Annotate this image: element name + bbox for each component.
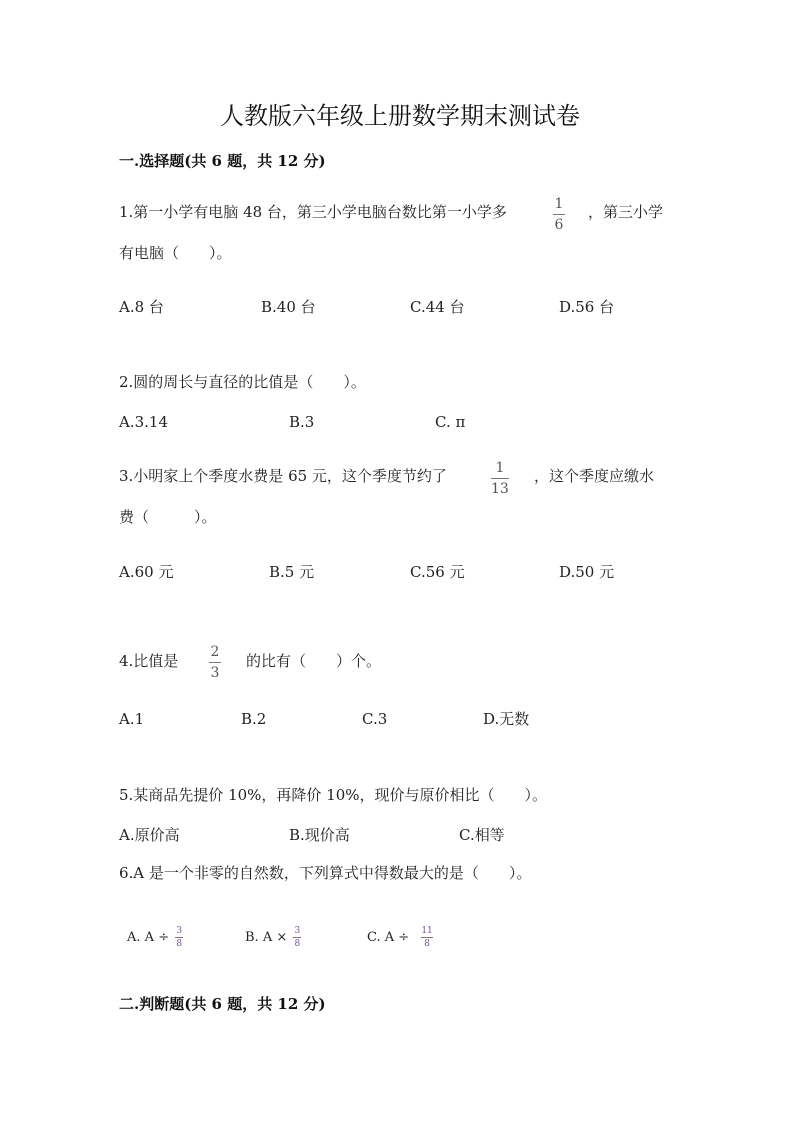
question-6-option-a xyxy=(127,926,183,949)
question-2-option-c: C. π xyxy=(435,413,466,431)
question-4-fraction xyxy=(209,644,221,681)
fraction-numerator: 11 xyxy=(421,926,433,936)
question-2-option-b: B.3 xyxy=(289,413,315,431)
section-heading-choice: 一.选择题(共 6 题，共 12 分) xyxy=(119,152,326,170)
fraction-numerator: 3 xyxy=(176,926,183,936)
question-3-line1: 3.小明家上个季度水费是 65 元，这个季度节约了 xyxy=(119,467,447,485)
question-4-option-c: C.3 xyxy=(362,710,388,728)
question-6-option-b xyxy=(245,926,301,949)
question-3-option-d: D.50 元 xyxy=(559,563,615,581)
question-5-option-c: C.相等 xyxy=(459,826,505,844)
fraction-denominator: 13 xyxy=(491,481,509,497)
question-1-line2: 有电脑（ ）。 xyxy=(119,244,232,262)
question-4-option-a: A.1 xyxy=(119,710,145,728)
fraction-bar xyxy=(491,478,509,479)
option-fraction xyxy=(421,926,432,949)
question-1-line1: 1.第一小学有电脑 48 台，第三小学电脑台数比第一小学多 xyxy=(119,203,507,221)
option-fraction xyxy=(175,926,183,949)
question-1-line1-tail: ，第三小学 xyxy=(588,203,664,221)
question-4-prefix: 4.比值是 xyxy=(119,652,179,670)
fraction-bar xyxy=(553,214,565,215)
fraction-denominator: 6 xyxy=(554,217,564,233)
option-label: C. A xyxy=(367,930,395,945)
question-5-text: 5.某商品先提价 10%，再降价 10%，现价与原价相比（ ）。 xyxy=(119,786,548,804)
fraction-denominator: 8 xyxy=(424,939,430,949)
question-2-option-a: A.3.14 xyxy=(119,413,168,431)
option-label: A. A xyxy=(127,930,155,945)
option-fraction xyxy=(293,926,301,949)
section-heading-judgement: 二.判断题(共 6 题，共 12 分) xyxy=(119,995,326,1013)
fraction-numerator: 3 xyxy=(294,926,301,936)
question-4-option-b: B.2 xyxy=(241,710,267,728)
question-2-text: 2.圆的周长与直径的比值是（ ）。 xyxy=(119,373,366,391)
question-1-option-d: D.56 台 xyxy=(559,298,615,316)
question-1-option-c: C.44 台 xyxy=(410,298,465,316)
page-title: 人教版六年级上册数学期末测试卷 xyxy=(220,102,580,130)
divide-sign: ÷ xyxy=(398,930,410,945)
fraction-denominator: 8 xyxy=(294,939,301,949)
question-4-option-d: D.无数 xyxy=(483,710,530,728)
question-4-suffix: 的比有（ ）个。 xyxy=(246,652,382,670)
question-1-option-b: B.40 台 xyxy=(261,298,316,316)
fraction-bar xyxy=(175,937,183,938)
divide-sign: ÷ xyxy=(158,930,170,945)
question-3-line2: 费（ ）。 xyxy=(119,508,217,526)
fraction-numerator: 1 xyxy=(554,196,564,212)
fraction-bar xyxy=(421,937,432,938)
question-5-option-a: A.原价高 xyxy=(119,826,180,844)
fraction-denominator: 8 xyxy=(176,939,183,949)
question-5-option-b: B.现价高 xyxy=(289,826,350,844)
fraction-denominator: 3 xyxy=(210,665,220,681)
question-3-option-c: C.56 元 xyxy=(410,563,465,581)
question-1-fraction xyxy=(553,196,565,233)
fraction-bar xyxy=(293,937,301,938)
question-3-option-a: A.60 元 xyxy=(119,563,174,581)
question-6-text: 6.A 是一个非零的自然数，下列算式中得数最大的是（ ）。 xyxy=(119,864,532,882)
question-3-fraction xyxy=(491,460,509,497)
question-3-line1-tail: ，这个季度应缴水 xyxy=(534,467,655,485)
question-1-option-a: A.8 台 xyxy=(119,298,164,316)
fraction-numerator: 2 xyxy=(210,644,220,660)
fraction-bar xyxy=(209,662,221,663)
multiply-sign: × xyxy=(276,930,288,945)
fraction-numerator: 1 xyxy=(495,460,505,476)
question-3-option-b: B.5 元 xyxy=(269,563,315,581)
question-6-option-c xyxy=(367,926,433,949)
option-label: B. A xyxy=(245,930,273,945)
